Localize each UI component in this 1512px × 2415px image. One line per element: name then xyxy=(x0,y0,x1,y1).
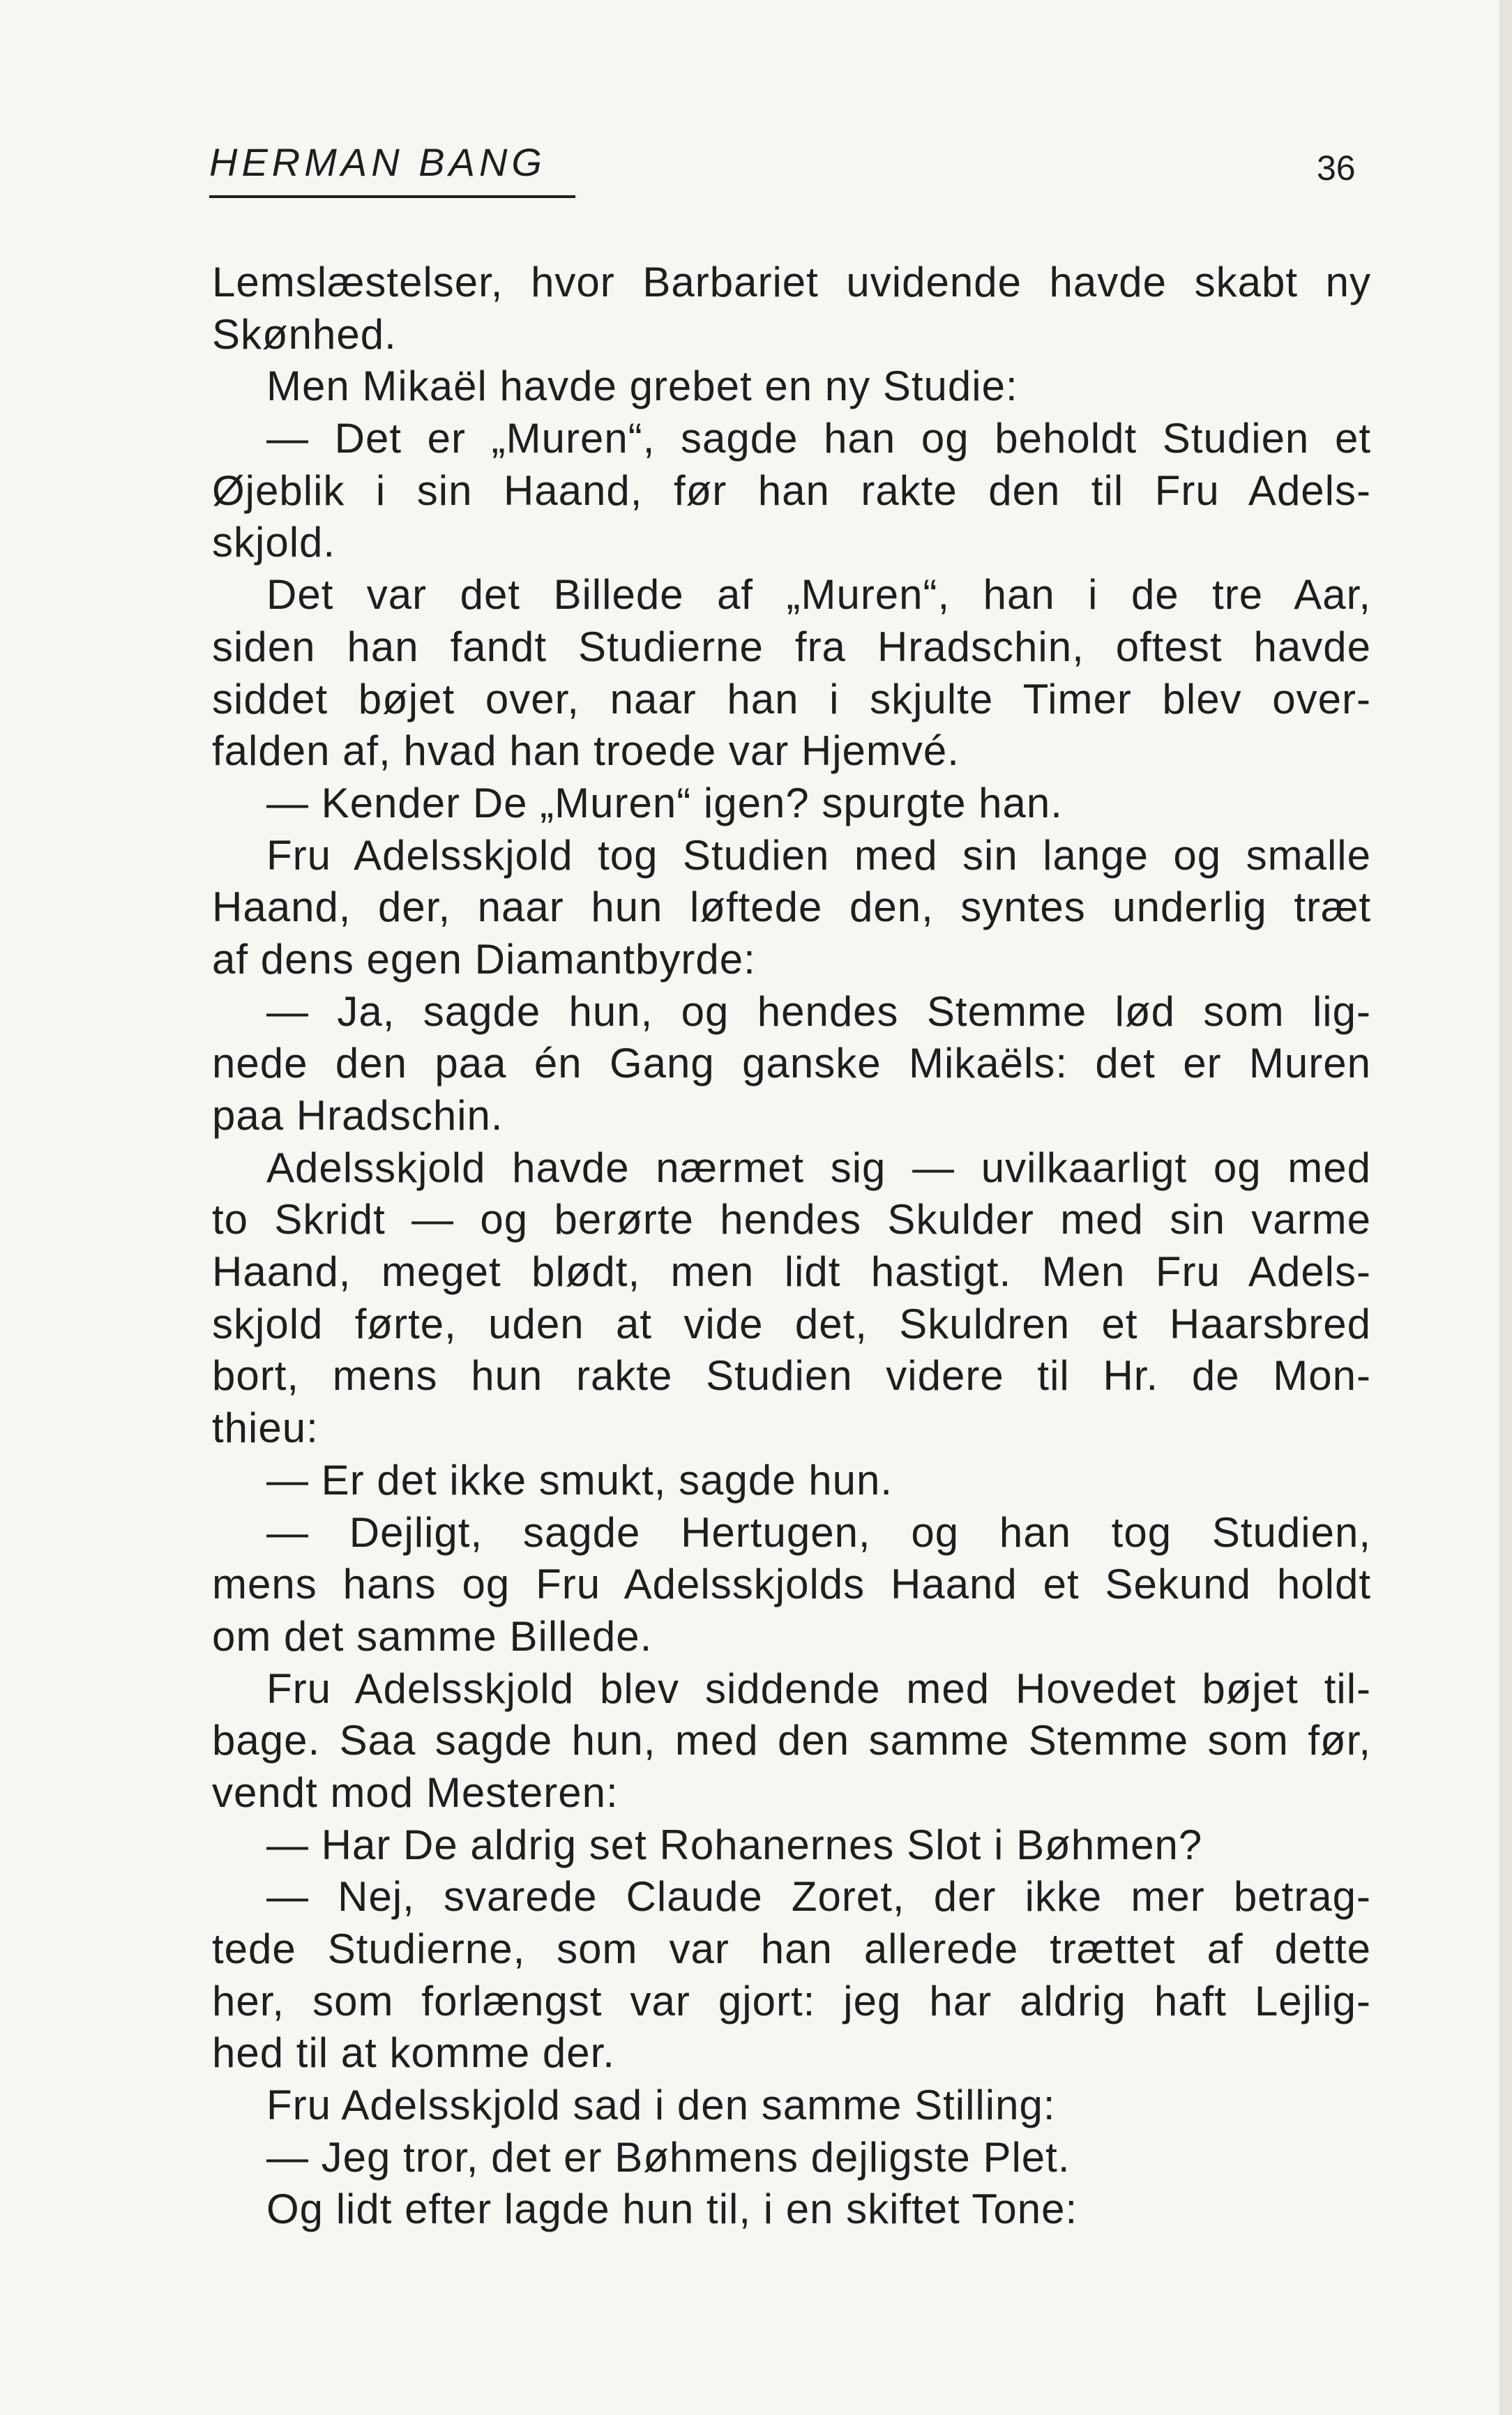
text-line: Fru Adelsskjold blev siddende med Hovedet bøjet til- xyxy=(266,1665,1371,1712)
text-line: — Nej, svarede Claude Zoret, der ikke mer betrag- xyxy=(266,1873,1371,1921)
page-number: 36 xyxy=(1317,149,1356,188)
text-line: — Dejligt, sagde Hertugen, og han tog Studien, xyxy=(266,1508,1371,1556)
text-line: Øjeblik i sin Haand, før han rakte den til Fru Adels- xyxy=(212,467,1371,514)
text-line: Adelsskjold havde nærmet sig — uvilkaarligt og med xyxy=(266,1144,1371,1191)
text-line: paa Hradschin. xyxy=(212,1092,504,1139)
text-line: Fru Adelsskjold tog Studien med sin lange og smalle xyxy=(266,831,1371,879)
text-line: — Har De aldrig set Rohanernes Slot i Bøhmen? xyxy=(266,1821,1203,1868)
text-line: Og lidt efter lagde hun til, i en skiftet Tone: xyxy=(266,2186,1078,2233)
text-line: to Skridt — og berørte hendes Skulder med sin varme xyxy=(212,1196,1371,1243)
text-line: Skønhed. xyxy=(212,310,397,358)
text-line: siden han fandt Studierne fra Hradschin, oftest havde xyxy=(212,623,1371,670)
text-line: falden af, hvad han troede var Hjemvé. xyxy=(212,727,960,775)
text-line: siddet bøjet over, naar han i skjulte Timer blev over- xyxy=(212,675,1371,722)
text-line: — Kender De „Muren“ igen? spurgte han. xyxy=(266,779,1063,826)
text-line: skjold. xyxy=(212,519,336,566)
running-header-author: HERMAN BANG xyxy=(209,140,546,184)
text-line: nede den paa én Gang ganske Mikaëls: det er Muren xyxy=(212,1040,1371,1087)
text-line: om det samme Billede. xyxy=(212,1612,653,1660)
page-edge-shadow xyxy=(1499,0,1512,2415)
text-line: vendt mod Mesteren: xyxy=(212,1769,619,1816)
text-line: tede Studierne, som var han allerede trættet af dette xyxy=(212,1925,1371,1972)
text-line: bort, mens hun rakte Studien videre til Hr. de Mon- xyxy=(212,1352,1371,1400)
text-line: Men Mikaël havde grebet en ny Studie: xyxy=(266,363,1018,410)
text-line: her, som forlængst var gjort: jeg har aldrig haft Lejlig- xyxy=(212,1977,1371,2024)
text-line: Haand, meget blødt, men lidt hastigt. Men Fru Adels- xyxy=(212,1248,1371,1296)
header-underline xyxy=(209,195,575,198)
text-line: Fru Adelsskjold sad i den samme Stilling: xyxy=(266,2082,1056,2129)
text-line: thieu: xyxy=(212,1405,319,1452)
text-line: — Det er „Muren“, sagde han og beholdt Studien et xyxy=(266,415,1371,462)
text-line: — Er det ikke smukt, sagde hun. xyxy=(266,1456,893,1504)
body-text xyxy=(212,257,1371,2236)
text-line: — Jeg tror, det er Bøhmens dejligste Plet. xyxy=(266,2133,1071,2181)
text-line: bage. Saa sagde hun, med den samme Stemme som før, xyxy=(212,1717,1371,1764)
text-line: af dens egen Diamantbyrde: xyxy=(212,935,756,983)
text-line: skjold førte, uden at vide det, Skuldren et Haarsbred xyxy=(212,1300,1371,1347)
text-line: Lemslæstelser, hvor Barbariet uvidende havde skabt ny xyxy=(212,259,1371,305)
text-line: Haand, der, naar hun løftede den, syntes underlig træt xyxy=(212,884,1371,931)
text-line: mens hans og Fru Adelsskjolds Haand et Sekund holdt xyxy=(212,1561,1371,1608)
text-line: hed til at komme der. xyxy=(212,2029,615,2077)
text-line: — Ja, sagde hun, og hendes Stemme lød som lig- xyxy=(266,987,1371,1035)
text-line: Det var det Billede af „Muren“, han i de tre Aar, xyxy=(266,571,1371,619)
